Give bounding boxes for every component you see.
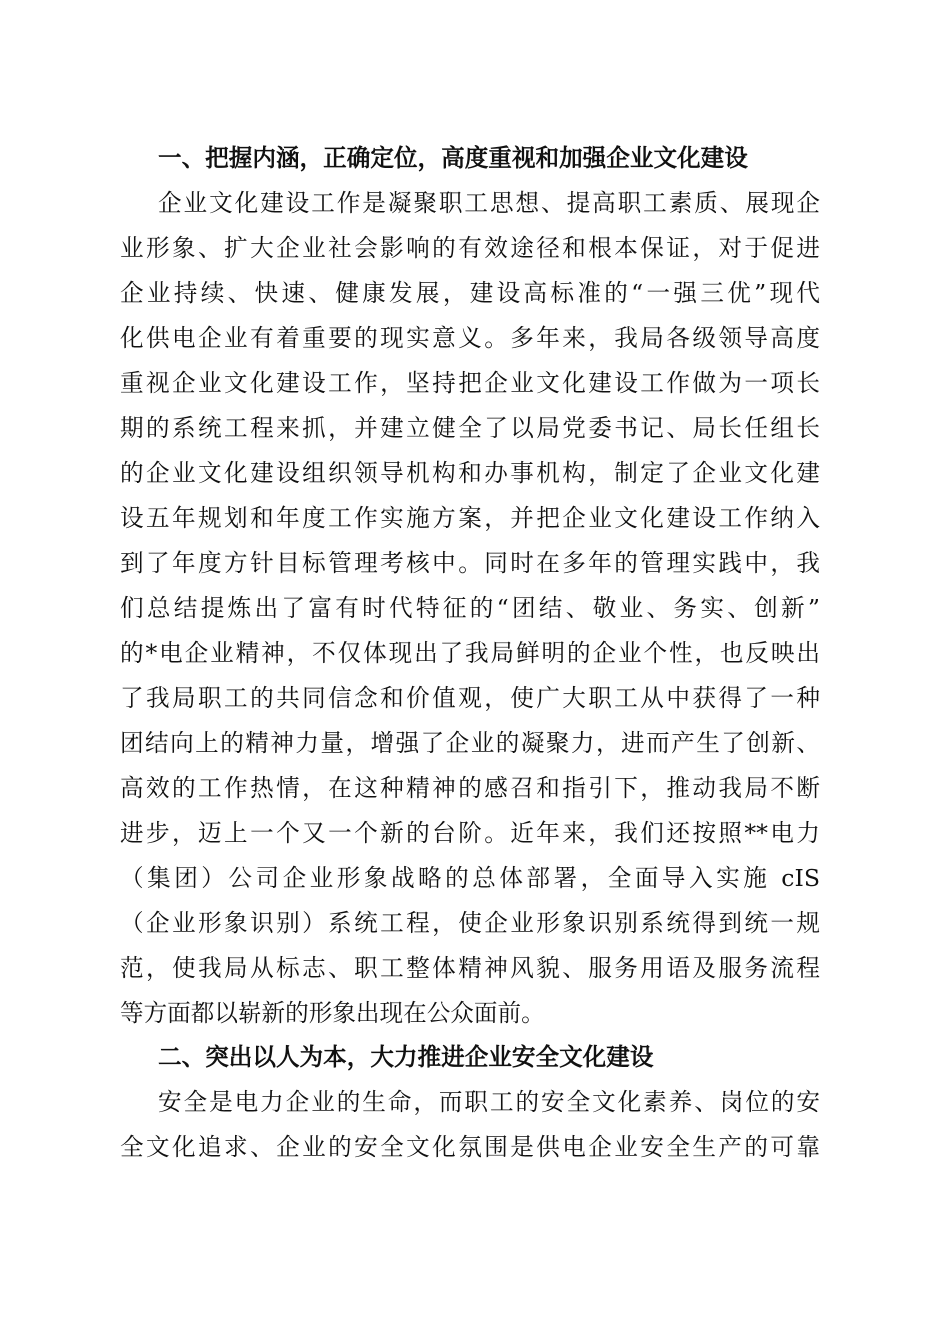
paragraph-1-line: 重视企业文化建设工作，坚持把企业文化建设工作做为一项长 [120,369,820,397]
paragraph-1-line: 们总结提炼出了富有时代特征的“团结、敬业、务实、创新” [120,594,820,622]
paragraph-2-line: 全文化追求、企业的安全文化氛围是供电企业安全生产的可靠 [120,1133,820,1161]
section-2-heading: 二、突出以人为本，大力推进企业安全文化建设 [158,1043,654,1071]
paragraph-1-line: 的*电企业精神，不仅体现出了我局鲜明的企业个性，也反映出 [120,639,820,667]
paragraph-1-line: 高效的工作热情，在这种精神的感召和指引下，推动我局不断 [120,774,820,802]
paragraph-1-line: （企业形象识别）系统工程，使企业形象识别系统得到统一规 [120,909,820,937]
paragraph-1-line: 期的系统工程来抓，并建立健全了以局党委书记、局长任组长 [120,414,820,442]
paragraph-1-line: （集团）公司企业形象战略的总体部署，全面导入实施 cIS [120,864,820,892]
paragraph-2-line: 安全是电力企业的生命，而职工的安全文化素养、岗位的安 [158,1088,820,1116]
paragraph-1-line: 进步，迈上一个又一个新的台阶。近年来，我们还按照**电力 [120,819,820,847]
paragraph-1-line: 到了年度方针目标管理考核中。同时在多年的管理实践中，我 [120,549,820,577]
paragraph-1-line: 企业持续、快速、健康发展，建设高标准的“一强三优”现代 [120,279,820,307]
paragraph-1-line: 范，使我局从标志、职工整体精神风貌、服务用语及服务流程 [120,954,820,982]
paragraph-1-line: 化供电企业有着重要的现实意义。多年来，我局各级领导高度 [120,324,820,352]
paragraph-1-line: 团结向上的精神力量，增强了企业的凝聚力，进而产生了创新、 [120,729,820,757]
paragraph-1-line: 设五年规划和年度工作实施方案，并把企业文化建设工作纳入 [120,504,820,532]
section-1-heading: 一、把握内涵，正确定位，高度重视和加强企业文化建设 [158,144,748,172]
paragraph-1-line: 等方面都以崭新的形象出现在公众面前。 [120,999,545,1027]
paragraph-1-line: 企业文化建设工作是凝聚职工思想、提高职工素质、展现企 [158,189,820,217]
paragraph-1-line: 的企业文化建设组织领导机构和办事机构，制定了企业文化建 [120,459,820,487]
paragraph-1-line: 了我局职工的共同信念和价值观，使广大职工从中获得了一种 [120,684,820,712]
paragraph-1-line: 业形象、扩大企业社会影响的有效途径和根本保证，对于促进 [120,234,820,262]
